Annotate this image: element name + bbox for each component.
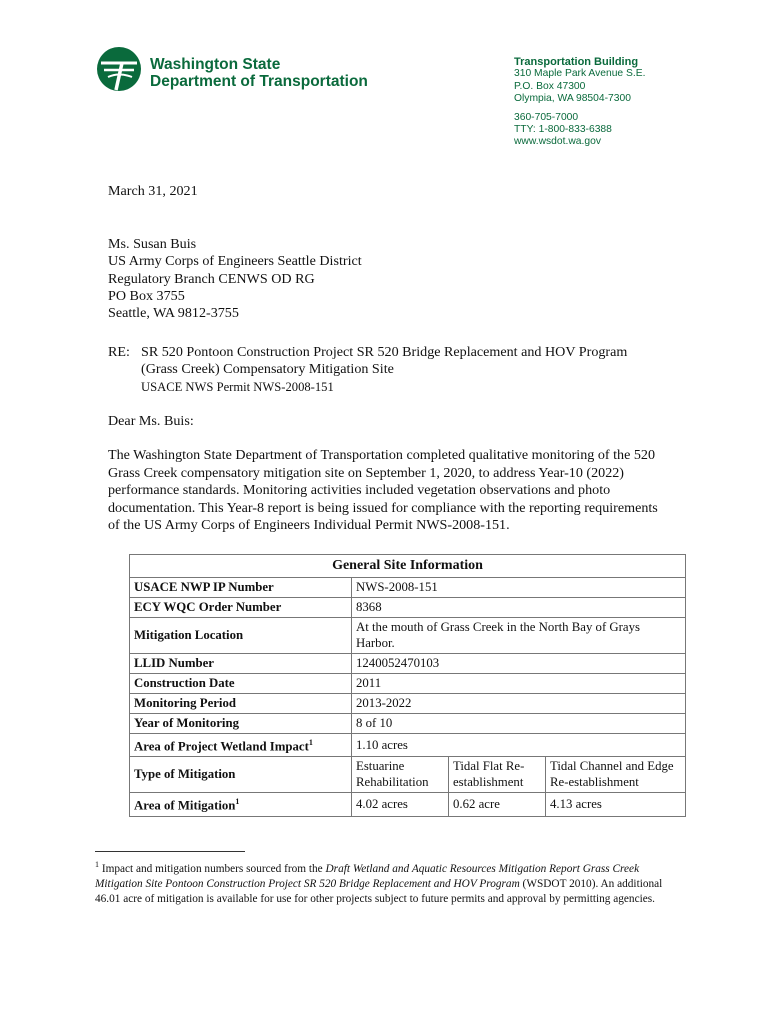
- letter-date: March 31, 2021: [108, 183, 198, 199]
- table-row: [130, 598, 686, 618]
- type-label: Type of Mitigation: [130, 757, 352, 793]
- wsdot-logo-icon: [96, 46, 142, 92]
- address-line2: P.O. Box 47300: [514, 80, 586, 92]
- row-value: 2011: [352, 674, 686, 694]
- table-row: [130, 757, 686, 793]
- footnote-marker: 1: [95, 860, 99, 869]
- row-label: Mitigation Location: [130, 618, 352, 654]
- row-label: ECY WQC Order Number: [130, 598, 352, 618]
- area-label: [130, 793, 352, 816]
- re-line2: (Grass Creek) Compensatory Mitigation Site: [141, 361, 394, 378]
- row-label: LLID Number: [130, 654, 352, 674]
- re-line3: USACE NWS Permit NWS-2008-151: [141, 379, 334, 394]
- footnote-divider: [95, 851, 245, 852]
- table-row: [130, 618, 686, 654]
- area-cell: 4.13 acres: [546, 793, 686, 816]
- address-line3: Olympia, WA 98504-7300: [514, 93, 631, 105]
- website: www.wsdot.wa.gov: [514, 136, 601, 148]
- footnote-ref: 1: [308, 738, 313, 747]
- table-row: [130, 734, 686, 757]
- row-value: 8368: [352, 598, 686, 618]
- site-info-table: [129, 554, 686, 817]
- salutation: Dear Ms. Buis:: [108, 413, 194, 429]
- row-label: [130, 734, 352, 757]
- footnote-text-pre: Impact and mitigation numbers sourced from the: [101, 862, 326, 875]
- building-name: Transportation Building: [514, 56, 639, 68]
- row-label: USACE NWP IP Number: [130, 578, 352, 598]
- table-title: General Site Information: [130, 555, 686, 578]
- area-cell: 4.02 acres: [352, 793, 449, 816]
- recipient-po-box: PO Box 3755: [108, 287, 185, 304]
- row-label: Year of Monitoring: [130, 714, 352, 734]
- area-label-text: Area of Mitigation: [134, 798, 236, 813]
- subject-line: [108, 344, 627, 396]
- footnote-text-post: (WSDOT 2010). An additional 46.01 acre of mitigation is available for use for other projects subject to future permits and approval by permitting agencies.: [95, 877, 663, 905]
- row-label: Construction Date: [130, 674, 352, 694]
- row-value: 1.10 acres: [352, 734, 686, 757]
- row-value: At the mouth of Grass Creek in the North Bay of Grays Harbor.: [352, 618, 686, 654]
- agency-line1: Washington State: [150, 56, 281, 73]
- footnote: [95, 857, 680, 907]
- letterhead-address: [514, 56, 645, 149]
- re-line1: SR 520 Pontoon Construction Project SR 520 Bridge Replacement and HOV Program: [141, 344, 628, 360]
- row-value: 2013-2022: [352, 694, 686, 714]
- recipient-branch: Regulatory Branch CENWS OD RG: [108, 270, 315, 287]
- type-cell: Estuarine Rehabilitation: [352, 757, 449, 793]
- impact-label-text: Area of Project Wetland Impact: [134, 739, 309, 754]
- re-label: RE:: [108, 344, 130, 360]
- footnote-ref: 1: [235, 797, 240, 807]
- type-cell: Tidal Channel and Edge Re-establishment: [546, 757, 686, 793]
- table-row: [130, 674, 686, 694]
- phone: 360-705-7000: [514, 111, 579, 123]
- row-value: 1240052470103: [352, 654, 686, 674]
- table-row: [130, 793, 686, 816]
- table-row: [130, 578, 686, 598]
- table-row: [130, 694, 686, 714]
- recipient-city: Seattle, WA 9812-3755: [108, 305, 239, 322]
- table-row: [130, 714, 686, 734]
- type-cell: Tidal Flat Re-establishment: [449, 757, 546, 793]
- area-cell: 0.62 acre: [449, 793, 546, 816]
- tty: TTY: 1-800-833-6388: [514, 124, 612, 136]
- row-value: 8 of 10: [352, 714, 686, 734]
- recipient-org: US Army Corps of Engineers Seattle District: [108, 253, 362, 270]
- agency-name: [150, 56, 368, 90]
- agency-line2: Department of Transportation: [150, 73, 368, 90]
- address-line1: 310 Maple Park Avenue S.E.: [514, 68, 646, 80]
- recipient-name: Ms. Susan Buis: [108, 236, 197, 252]
- body-paragraph: The Washington State Department of Transportation completed qualitative monitoring of the 520 Grass Creek compensatory mitigation site on September 1, 2020, to address Year-10 (2022) performance standards. Monitoring activities included vegetation observations and photo documentation. This Year-8 report is being issued for compliance with the reporting requirements of the US Army Corps of Engineers Individual Permit NWS-2008-151.: [108, 447, 658, 534]
- table-row: [130, 654, 686, 674]
- footnote-report-title: Draft Wetland and Aquatic Resources Mitigation Report Grass Creek Mitigation Site Pontoon Construction Project SR 520 Bridge Replacement and HOV Program: [95, 862, 640, 890]
- row-label: Monitoring Period: [130, 694, 352, 714]
- row-value: NWS-2008-151: [352, 578, 686, 598]
- recipient-block: [108, 236, 362, 322]
